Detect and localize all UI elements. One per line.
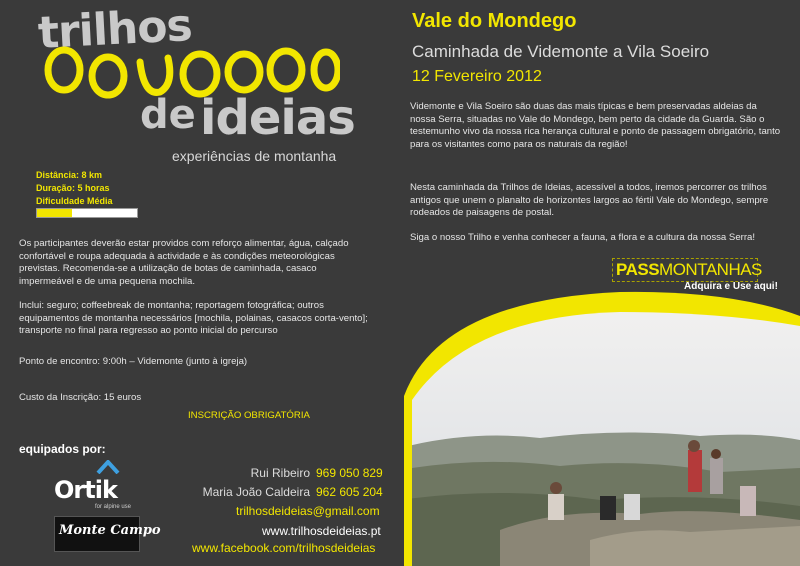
sponsors-label: equipados por: xyxy=(19,442,106,456)
logo-subtitle: experiências de montanha xyxy=(172,148,337,164)
contact-name-1: Rui Ribeiro xyxy=(250,466,310,480)
meeting-point: Ponto de encontro: 9:00h – Videmonte (junto à igreja) xyxy=(19,356,248,367)
contact-phone-1[interactable]: 969 050 829 xyxy=(316,466,383,480)
distance-label: Distância: 8 km xyxy=(36,170,103,180)
description-paragraph-2: Nesta caminhada da Trilhos de Ideias, acessível a todos, iremos percorrer os trilhos antigos que unem o planalto de horizontes largos ao fértil Vale do Mondego, sempre rodeados de paisagens de postal. xyxy=(410,182,769,219)
contact-phone-2[interactable]: 962 605 204 xyxy=(316,485,383,499)
website-link[interactable]: www.trilhosdeideias.pt xyxy=(262,524,381,538)
passmontanhas-tagline: Adquira e Use aqui! xyxy=(684,281,778,292)
event-title: Vale do Mondego xyxy=(412,10,577,32)
duration-label: Duração: 5 horas xyxy=(36,183,110,193)
ortik-tagline: for alpine use xyxy=(95,504,132,510)
facebook-link[interactable]: www.facebook.com/trilhosdeideias xyxy=(192,541,376,555)
contact-name-2: Maria João Caldeira xyxy=(202,485,310,499)
logo-word-de: de xyxy=(140,92,196,138)
equipment-paragraph: Os participantes deverão estar providos com reforço alimentar, água, calçado confortável e roupa adequada à actividade e às condições meteorológicas previstas. Recomenda-se a utilização de botas de caminhada, casaco impermeável e de uma pequena mochila. xyxy=(19,238,349,287)
logo-word-trilhos: trilhos xyxy=(36,0,193,59)
event-subtitle: Caminhada de Videmonte a Vila Soeiro xyxy=(412,42,710,61)
description-paragraph-1: Videmonte e Vila Soeiro são duas das mais típicas e bem preservadas aldeias da nossa Serra, situadas no Vale do Mondego, bem perto da cidade da Guarda. São o testemunho vivo da nossa rica herança cultural e ponto de passagem obrigatório, tanto para os visitantes como para os naturais da região! xyxy=(410,101,781,150)
email-link[interactable]: trilhosdeideias@gmail.com xyxy=(236,504,380,518)
pass-word: PASS xyxy=(616,260,660,279)
mandatory-registration: INSCRIÇÃO OBRIGATÓRIA xyxy=(188,410,310,421)
cost-text: Custo da Inscrição: 15 euros xyxy=(19,392,142,403)
ortik-logo: Ortik xyxy=(54,476,117,504)
logo-word-ideias: ideias xyxy=(200,90,355,146)
montecampo-logo-text: Monte Campo xyxy=(59,523,161,538)
event-date: 12 Fevereiro 2012 xyxy=(412,68,542,85)
montanhas-word: MONTANHAS xyxy=(659,260,762,279)
difficulty-label: Dificuldade Média xyxy=(36,196,113,206)
includes-paragraph: Inclui: seguro; coffeebreak de montanha; reportagem fotográfica; outros equipamentos de montanha necessários [mochila, polainas, casacos corta-vento]; transporte no final para regresso ao ponto inicial do percurso xyxy=(19,300,368,337)
description-paragraph-3: Siga o nosso Trilho e venha conhecer a fauna, a flora e a cultura da nossa Serra! xyxy=(410,232,756,243)
